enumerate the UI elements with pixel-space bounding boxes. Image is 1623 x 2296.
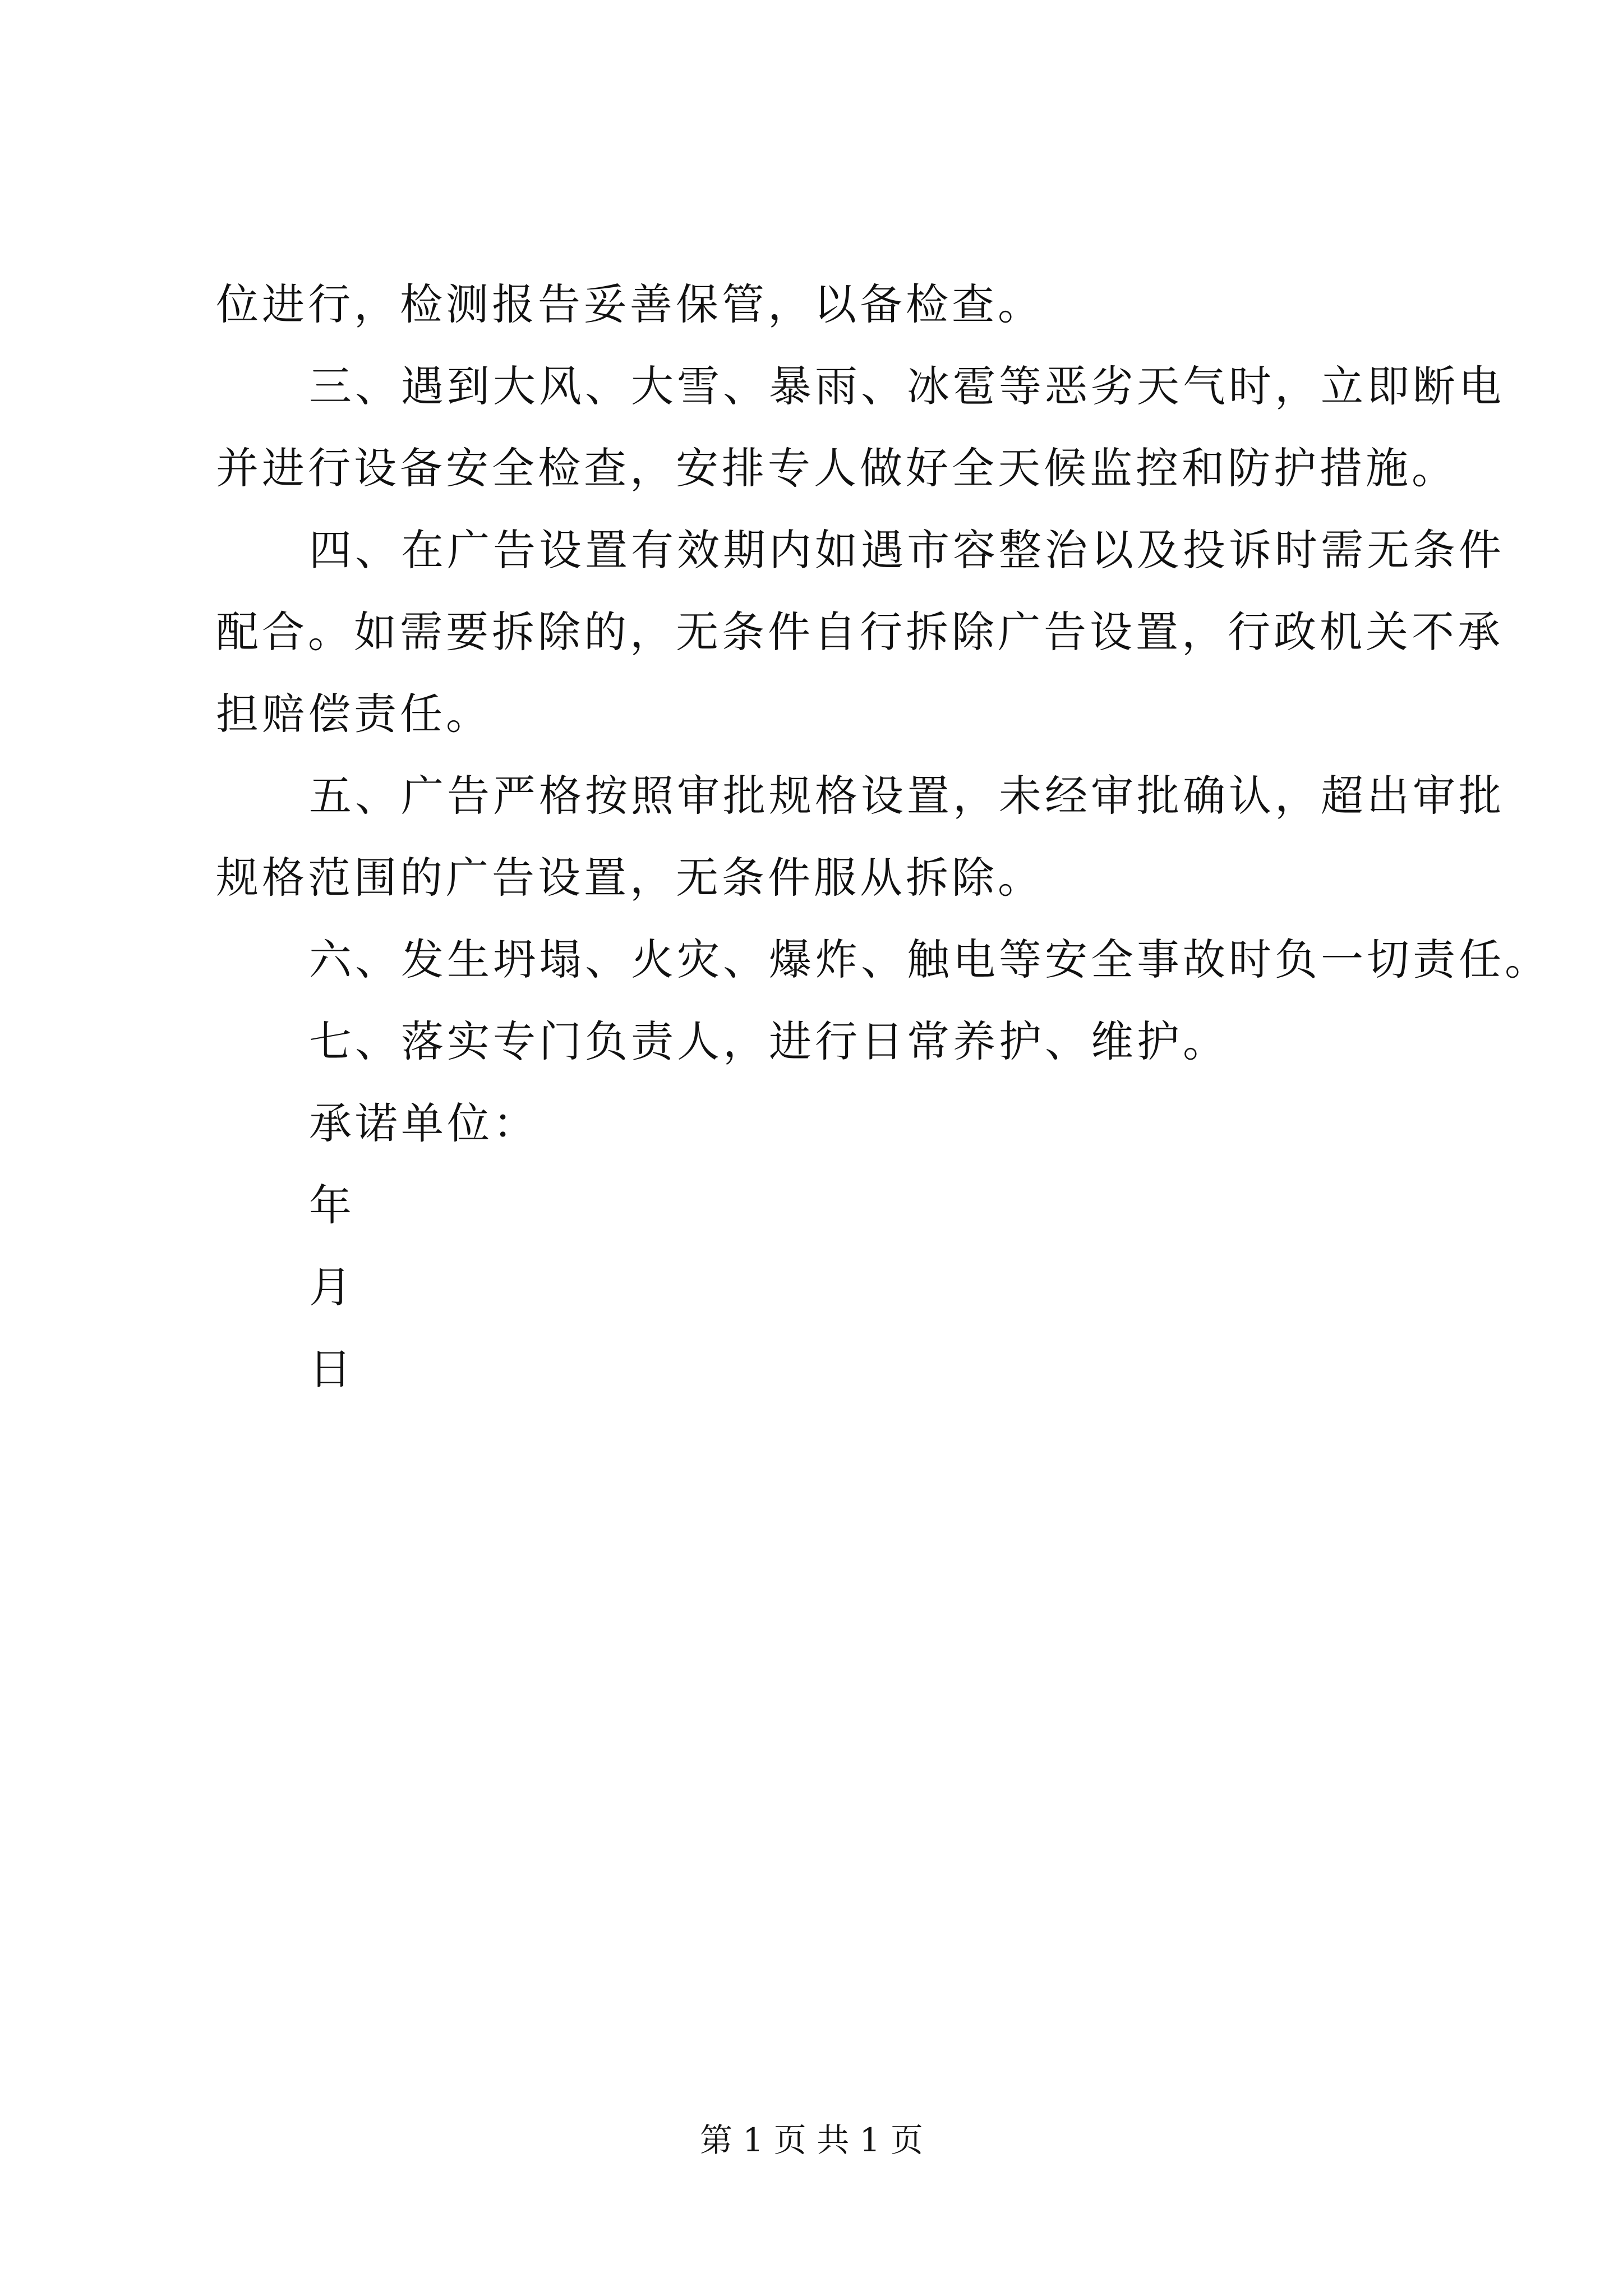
document-body bbox=[216, 264, 1551, 1410]
body-line: 七、落实专门负责人，进行日常养护、维护。 bbox=[309, 1016, 1229, 1066]
body-line: 规格范围的广告设置，无条件服从拆除。 bbox=[216, 853, 1044, 903]
body-line: 五、广告严格按照审批规格设置，未经审批确认，超出审批 bbox=[309, 771, 1505, 821]
body-line: 配合。如需要拆除的，无条件自行拆除广告设置，行政机关不承 bbox=[216, 607, 1504, 657]
date-day-label: 日 bbox=[309, 1344, 355, 1394]
body-line: 担赔偿责任。 bbox=[216, 689, 492, 739]
date-year-label: 年 bbox=[309, 1180, 355, 1230]
signatory-label: 承诺单位： bbox=[309, 1098, 539, 1148]
body-line: 并进行设备安全检查，安排专人做好全天候监控和防护措施。 bbox=[216, 443, 1458, 493]
date-month-label: 月 bbox=[309, 1262, 355, 1312]
body-line: 三、遇到大风、大雪、暴雨、冰雹等恶劣天气时，立即断电 bbox=[309, 361, 1505, 411]
body-line: 位进行，检测报告妥善保管，以备检查。 bbox=[216, 279, 1044, 329]
page-number-footer: 第 1 页 共 1 页 bbox=[700, 2121, 923, 2159]
body-line: 六、发生坍塌、火灾、爆炸、触电等安全事故时负一切责任。 bbox=[309, 935, 1551, 984]
body-line: 四、在广告设置有效期内如遇市容整治以及投诉时需无条件 bbox=[309, 525, 1505, 575]
